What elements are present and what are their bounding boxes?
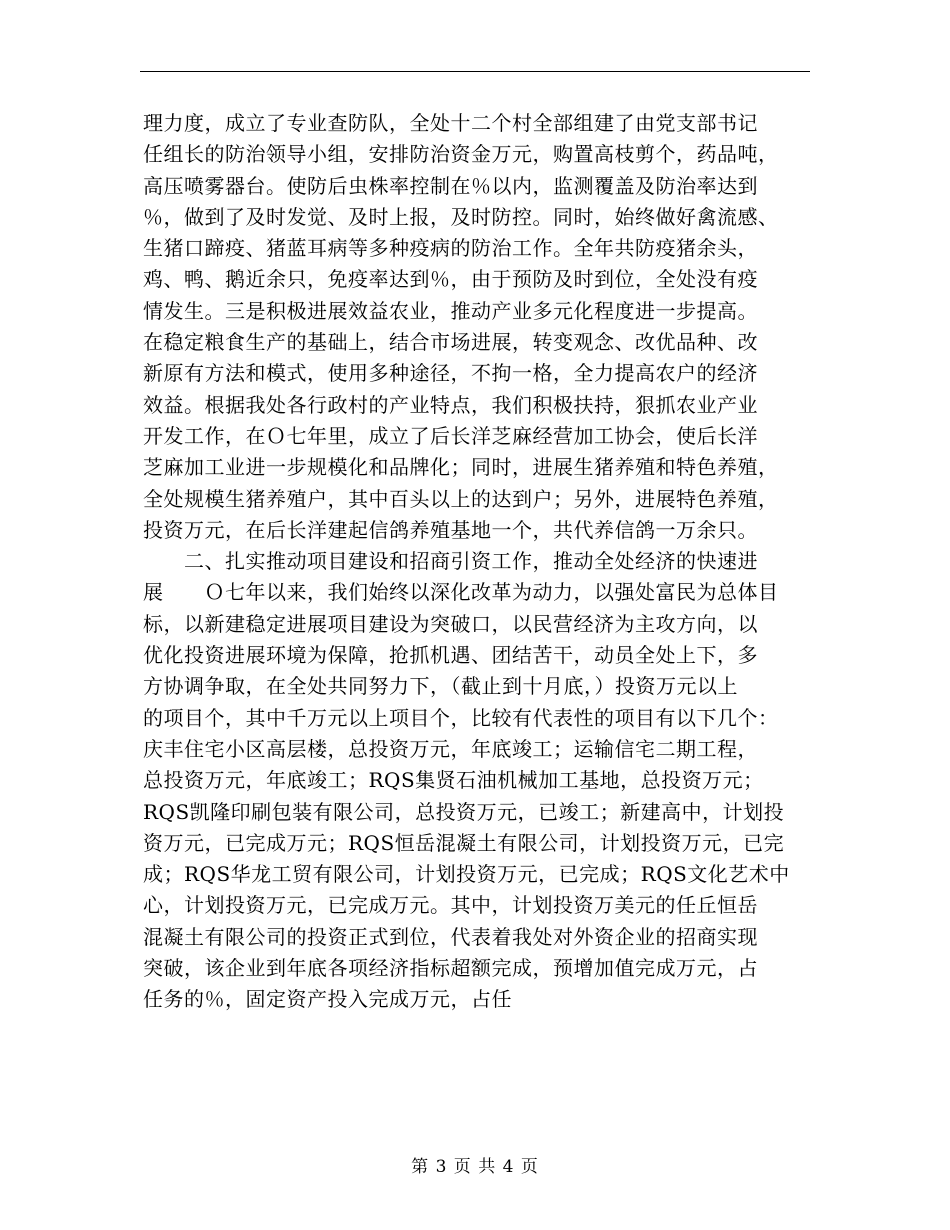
text-line: 的项目个，其中千万元以上项目个，比较有代表性的项目有以下几个： — [143, 705, 779, 730]
text-line: 优化投资进展环境为保障，抢抓机遇、团结苦干，动员全处上下，多 — [143, 643, 758, 668]
text-line: 投资万元，在后长洋建起信鸽养殖基地一个，共代养信鸽一万余只。 — [143, 517, 758, 542]
text-line: 开发工作，在Ｏ七年里，成立了后长洋芝麻经营加工协会，使后长洋 — [143, 423, 758, 448]
body-text — [143, 108, 813, 1016]
text-line: 高压喷雾器台。使防后虫株率控制在％以内，监测覆盖及防治率达到 — [143, 173, 758, 198]
page-number-footer: 第 3 页 共 4 页 — [411, 1157, 539, 1177]
text-line: 理力度，成立了专业查防队，全处十二个村全部组建了由党支部书记 — [143, 111, 758, 135]
text-line: 任组长的防治领导小组，安排防治资金万元，购置高枝剪个，药品吨， — [143, 142, 779, 167]
text-line: 在稳定粮食生产的基础上，结合市场进展，转变观念、改优品种、改 — [143, 330, 758, 355]
header-rule — [140, 71, 810, 72]
text-line: 成；RQS华龙工贸有限公司，计划投资万元，已完成；RQS文化艺术中 — [143, 862, 790, 887]
text-line: 全处规模生猪养殖户，其中百头以上的达到户；另外，进展特色养殖， — [143, 486, 779, 511]
text-line: 标，以新建稳定进展项目建设为突破口，以民营经济为主攻方向，以 — [143, 611, 758, 636]
text-line: 资万元，已完成万元；RQS恒岳混凝土有限公司，计划投资万元，已完 — [143, 830, 785, 855]
text-line: 心，计划投资万元，已完成万元。其中，计划投资万美元的任丘恒岳 — [143, 893, 758, 918]
text-line: 混凝土有限公司的投资正式到位，代表着我处对外资企业的招商实现 — [143, 924, 758, 949]
text-line: 新原有方法和模式，使用多种途径，不拘一格，全力提高农户的经济 — [143, 361, 758, 386]
text-line: 总投资万元，年底竣工；RQS集贤石油机械加工基地，总投资万元； — [143, 768, 764, 793]
text-line: 任务的％，固定资产投入完成万元，占任 — [143, 987, 512, 1012]
section-heading-line: 二、扎实推动项目建设和招商引资工作，推动全处经济的快速进 — [143, 549, 758, 574]
text-line: 方协调争取，在全处共同努力下，（截止到十月底，）投资万元以上 — [143, 674, 738, 699]
text-line: 庆丰住宅小区高层楼，总投资万元，年底竣工；运输信宅二期工程， — [143, 736, 758, 761]
text-line: 鸡、鸭、鹅近余只，免疫率达到％，由于预防及时到位，全处没有疫 — [143, 267, 758, 292]
text-line: 效益。根据我处各行政村的产业特点，我们积极扶持，狠抓农业产业 — [143, 392, 758, 417]
text-line: 生猪口蹄疫、猪蓝耳病等多种疫病的防治工作。全年共防疫猪余头， — [143, 236, 758, 261]
text-line: RQS凯隆印刷包装有限公司，总投资万元，已竣工；新建高中，计划投 — [143, 799, 785, 824]
text-line: ％，做到了及时发觉、及时上报，及时防控。同时，始终做好禽流感、 — [143, 204, 779, 229]
text-line: 突破，该企业到年底各项经济指标超额完成，预增加值完成万元，占 — [143, 956, 758, 981]
text-line: 展 Ｏ七年以来，我们始终以深化改革为动力，以强处富民为总体目 — [143, 580, 779, 605]
text-line: 芝麻加工业进一步规模化和品牌化；同时，进展生猪养殖和特色养殖， — [143, 455, 779, 480]
text-line: 情发生。三是积极进展效益农业，推动产业多元化程度进一步提高。 — [143, 298, 758, 323]
